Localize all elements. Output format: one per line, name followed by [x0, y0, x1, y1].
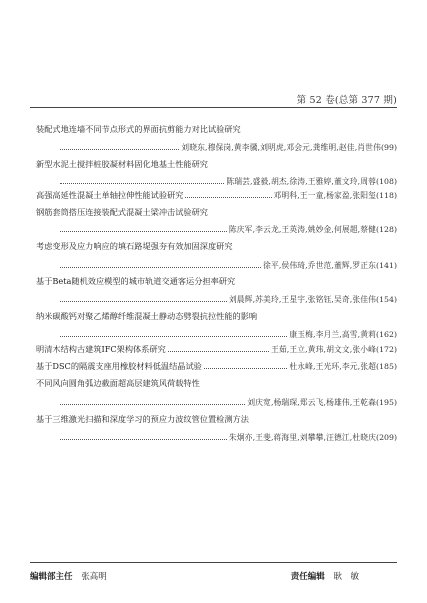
article-page: (209): [376, 433, 397, 442]
director-label: 编辑部主任: [30, 572, 73, 582]
dot-leader: [60, 397, 245, 405]
article-page: (154): [376, 295, 397, 304]
article-authors: 刘庆宽,杨瑞琛,郑云飞,杨雄伟,王乾森: [247, 398, 377, 407]
article-authors: 刘晓东,穆保岗,黄李骥,刘明虎,邓会元,龚维明,赵佳,肖世伟: [181, 143, 381, 152]
toc-entry[interactable]: [36, 311, 397, 340]
toc-entry[interactable]: [36, 241, 397, 271]
article-authors: 陈庆军,李云龙,王英涛,姚妙金,何展超,蔡健: [228, 225, 377, 234]
toc-entry[interactable]: [36, 344, 397, 355]
toc-entry[interactable]: [36, 361, 397, 372]
table-of-contents: [36, 114, 397, 443]
article-title[interactable]: 不同风向圆角弧边截面超高层建筑风荷载特性: [36, 378, 200, 388]
article-title[interactable]: 钢筋套筒搭压连接装配式混凝土梁冲击试验研究: [36, 207, 208, 217]
header-rule: [30, 107, 397, 108]
toc-entry[interactable]: [36, 190, 397, 201]
article-page: (118): [376, 191, 397, 200]
article-title[interactable]: 基于DSC的隔震支座用橡胶材料低温结晶试验: [36, 361, 202, 371]
dot-leader: [168, 344, 269, 352]
dot-leader: [204, 361, 288, 369]
article-page: (172): [376, 345, 397, 354]
toc-entry[interactable]: [36, 124, 397, 153]
dot-leader: [60, 260, 261, 268]
article-authors: 杜永峰,王光环,李元,张超: [289, 362, 377, 371]
article-authors: 刘晨辉,苏美玲,王星宇,张铭钰,吴奇,张佳伟: [228, 295, 377, 304]
article-title[interactable]: 明清木结构古建筑IFC架构体系研究: [36, 344, 166, 354]
dot-leader: [60, 224, 227, 232]
article-authors: 邓明科,王一童,杨家盈,张阳玺: [273, 191, 377, 200]
issue-header: 第 52 卷(总第 377 期): [296, 95, 397, 106]
article-page: (162): [376, 330, 397, 339]
article-page: (185): [376, 362, 397, 371]
dot-leader: [60, 294, 227, 302]
article-title[interactable]: 纳米碳酸钙对聚乙烯醇纤维混凝土静动态劈裂抗拉性能的影响: [36, 311, 258, 321]
article-authors: 康玉梅,李月兰,高雪,黄莉: [289, 330, 377, 339]
toc-entry[interactable]: [36, 276, 397, 305]
article-title[interactable]: 基于Beta随机效应模型的城市轨道交通客运分担率研究: [36, 276, 236, 286]
article-page: (108): [376, 177, 397, 186]
article-title[interactable]: 新型水泥土搅拌桩胶凝材料固化地基土性能研究: [36, 159, 208, 169]
article-authors: 陈瑞芸,盛毅,胡杰,徐涛,王雅婷,董文玲,周蓉: [226, 177, 377, 186]
toc-entry[interactable]: [36, 207, 397, 235]
toc-entry[interactable]: [36, 414, 397, 443]
footer-rule: [30, 562, 397, 563]
dot-leader: [60, 176, 224, 184]
editor-name: 耿 敏: [333, 572, 359, 582]
article-page: (141): [376, 261, 397, 270]
article-title[interactable]: 高强高延性混凝土单轴拉伸性能试验研究: [36, 190, 184, 200]
toc-entry[interactable]: [36, 159, 397, 187]
article-page: (128): [376, 225, 397, 234]
toc-entry[interactable]: [36, 378, 397, 408]
article-title[interactable]: 基于三维激光扫描和深度学习的预应力波纹管位置检测方法: [36, 414, 249, 424]
article-page: (195): [376, 398, 397, 407]
dot-leader: [60, 142, 179, 150]
dot-leader: [60, 432, 227, 440]
article-authors: 徐平,侯伟琦,乔世范,董辉,罗正东: [263, 261, 377, 270]
article-authors: 朱炯亦,王斐,蒋海里,刘攀攀,汪德江,杜晓庆: [228, 433, 377, 442]
editor-label: 责任编辑: [290, 572, 325, 582]
article-title[interactable]: 考虑变形及应力响应的填石路堤强夯有效加固深度研究: [36, 241, 233, 251]
dot-leader: [185, 190, 271, 198]
article-page: (99): [380, 143, 397, 152]
article-authors: 王茹,王立,黄玮,胡文文,张小峰: [270, 345, 377, 354]
article-title[interactable]: 装配式地连墙不同节点形式的界面抗剪能力对比试验研究: [36, 124, 241, 134]
dot-leader: [60, 329, 287, 337]
director-name: 张高明: [81, 572, 107, 582]
